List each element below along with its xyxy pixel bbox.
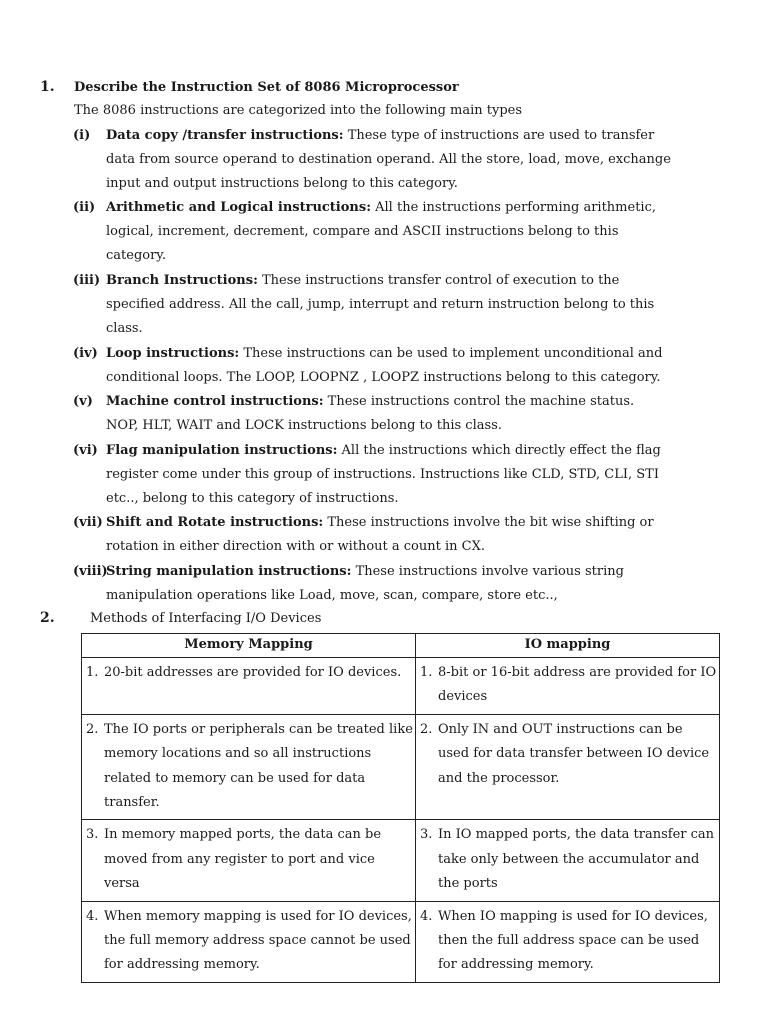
item-number: (viii) xyxy=(73,564,108,579)
cell-text: In memory mapped ports, the data can be moved from any register to port and vice versa xyxy=(104,827,382,892)
table-header-row xyxy=(82,634,720,658)
item-text: These instructions control the machine status. xyxy=(323,394,635,409)
item-number: (i) xyxy=(73,128,91,143)
q2-title: Methods of Interfacing I/O Devices xyxy=(90,611,322,626)
item-term: Branch Instructions: xyxy=(106,273,258,288)
table-cell-left xyxy=(82,714,416,820)
table-row xyxy=(82,658,720,715)
item-number: (iii) xyxy=(73,273,101,288)
io-mapping-comparison-table xyxy=(81,633,720,983)
table-cell-right xyxy=(416,658,720,715)
table-cell-left xyxy=(82,820,416,901)
item-text-line: etc.., belong to this category of instructions. xyxy=(106,491,399,507)
cell-text: The IO ports or peripherals can be treated like memory locations and so all instructions related to memory can be used for data transfer. xyxy=(104,721,413,811)
cell-number: 2. xyxy=(86,721,99,737)
table-cell-right xyxy=(416,901,720,982)
item-text-line: manipulation operations like Load, move, scan, compare, store etc.., xyxy=(106,588,558,604)
item-text-line: logical, increment, decrement, compare and ASCII instructions belong to this xyxy=(106,224,619,240)
item-text: These instructions transfer control of execution to the xyxy=(257,273,620,288)
cell-number: 3. xyxy=(86,827,99,843)
item-term: String manipulation instructions: xyxy=(106,564,352,579)
item-text-line: specified address. All the call, jump, interrupt and return instruction belong to this xyxy=(106,297,655,313)
item-number: (iv) xyxy=(73,346,98,361)
item-term: Shift and Rotate instructions: xyxy=(106,515,324,530)
item-text: All the instructions which directly effect the flag xyxy=(337,443,661,458)
list-item xyxy=(106,200,656,216)
table-cell-left xyxy=(82,658,416,715)
cell-number: 4. xyxy=(420,908,433,924)
cell-text: Only IN and OUT instructions can be used for data transfer between IO device and the processor. xyxy=(438,721,710,786)
list-item xyxy=(106,515,654,531)
q1-intro: The 8086 instructions are categorized into the following main types xyxy=(74,103,523,118)
item-text-line: category. xyxy=(106,248,167,264)
item-text-line: NOP, HLT, WAIT and LOCK instructions belong to this class. xyxy=(106,418,502,434)
q2-number: 2. xyxy=(40,610,55,626)
table-row xyxy=(82,820,720,901)
list-item xyxy=(106,273,619,289)
item-text: These instructions involve the bit wise shifting or xyxy=(323,515,654,530)
q1-number: 1. xyxy=(40,79,55,95)
item-text-line: conditional loops. The LOOP, LOOPNZ , LOOPZ instructions belong to this category. xyxy=(106,370,661,386)
table-row xyxy=(82,714,720,820)
item-text-line: data from source operand to destination operand. All the store, load, move, exchange xyxy=(106,152,671,168)
list-item xyxy=(106,128,654,144)
cell-text: 8-bit or 16-bit address are provided for IO devices xyxy=(438,665,717,705)
item-text: These instructions involve various string xyxy=(351,564,624,579)
item-text-line: rotation in either direction with or without a count in CX. xyxy=(106,539,485,555)
cell-number: 1. xyxy=(86,665,99,680)
cell-number: 3. xyxy=(420,827,433,843)
table-row xyxy=(82,901,720,982)
item-number: (ii) xyxy=(73,200,96,215)
list-item xyxy=(106,443,661,459)
list-item xyxy=(106,394,634,410)
item-number: (vii) xyxy=(73,515,103,530)
item-term: Loop instructions: xyxy=(106,346,240,361)
item-text-line: input and output instructions belong to this category. xyxy=(106,176,458,192)
list-item xyxy=(106,346,663,362)
header-memory-mapping: Memory Mapping xyxy=(82,634,416,658)
cell-number: 2. xyxy=(420,721,433,737)
table-cell-right xyxy=(416,820,720,901)
table-cell-left xyxy=(82,901,416,982)
item-number: (vi) xyxy=(73,443,98,458)
cell-text: In IO mapped ports, the data transfer can take only between the accumulator and the ports xyxy=(438,827,715,892)
cell-text: 20-bit addresses are provided for IO devices. xyxy=(104,665,402,680)
item-text-line: class. xyxy=(106,321,143,337)
item-term: Data copy /transfer instructions: xyxy=(106,128,344,143)
item-text: These type of instructions are used to transfer xyxy=(343,128,655,143)
item-term: Arithmetic and Logical instructions: xyxy=(106,200,371,215)
item-text-line: register come under this group of instructions. Instructions like CLD, STD, CLI, STI xyxy=(106,467,659,483)
item-text: All the instructions performing arithmetic, xyxy=(371,200,656,215)
header-io-mapping: IO mapping xyxy=(416,634,720,658)
item-term: Machine control instructions: xyxy=(106,394,324,409)
list-item xyxy=(106,564,624,580)
item-term: Flag manipulation instructions: xyxy=(106,443,338,458)
cell-number: 1. xyxy=(420,665,433,680)
item-text: These instructions can be used to implement unconditional and xyxy=(239,346,663,361)
item-number: (v) xyxy=(73,394,93,409)
table-cell-right xyxy=(416,714,720,820)
cell-text: When memory mapping is used for IO devices, the full memory address space cannot be used for addressing memory. xyxy=(104,908,412,973)
q1-title: Describe the Instruction Set of 8086 Microprocessor xyxy=(74,80,459,95)
cell-number: 4. xyxy=(86,908,99,924)
cell-text: When IO mapping is used for IO devices, then the full address space can be used for addressing memory. xyxy=(438,908,708,973)
